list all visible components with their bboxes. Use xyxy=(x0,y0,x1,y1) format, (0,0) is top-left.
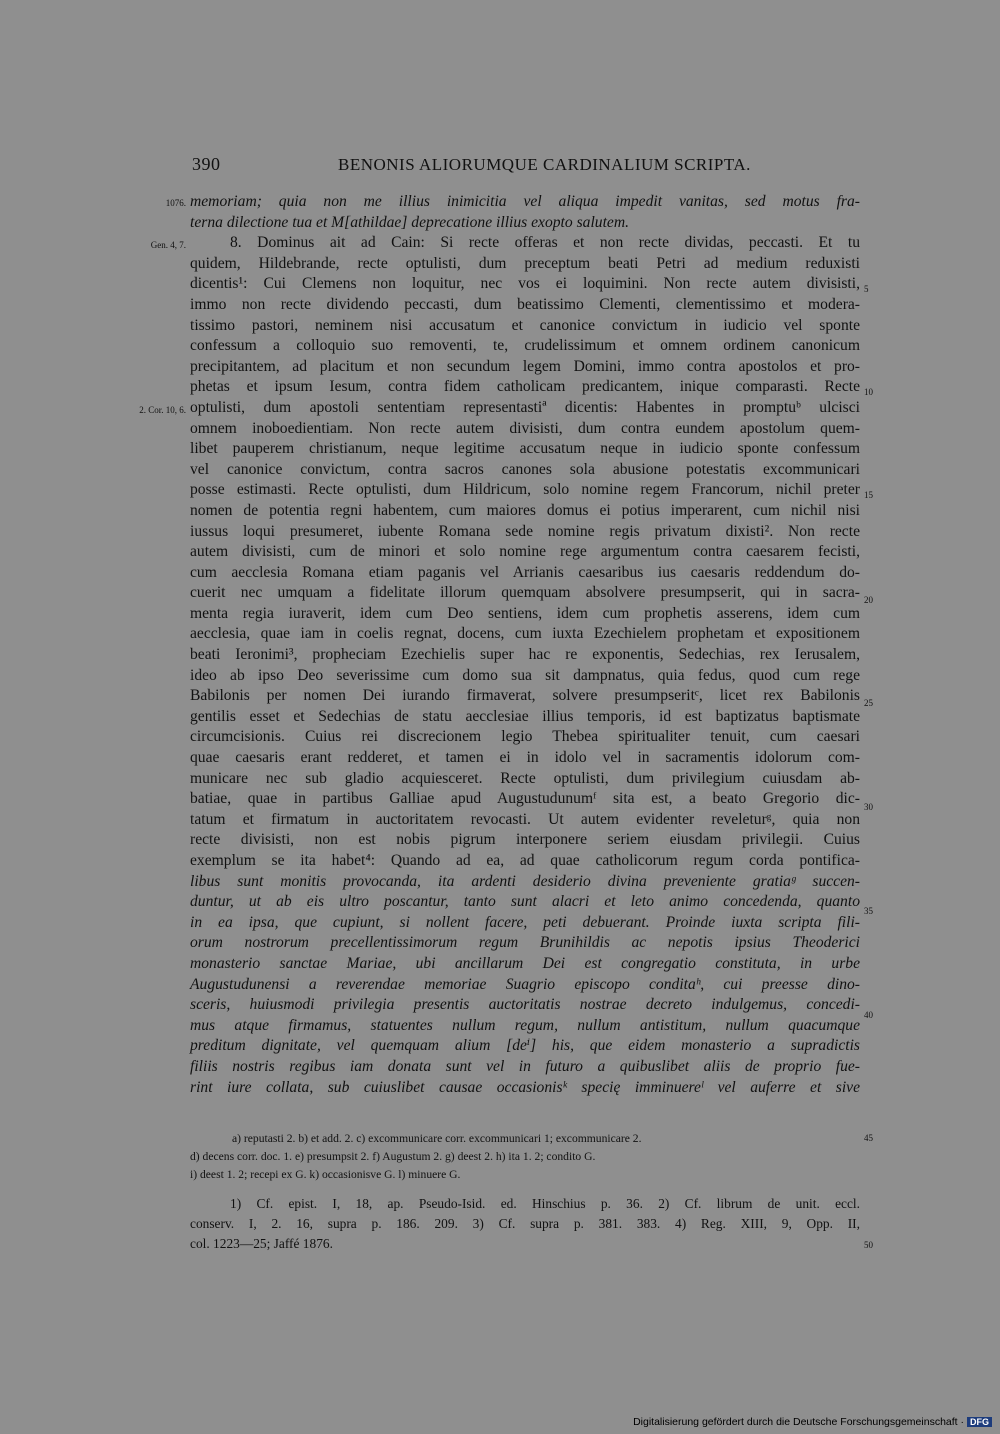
line-number: 35 xyxy=(864,906,873,916)
text-line: recte divisisti, non est nobis pigrum interponere seriem eiusdam privilegii. Cuius xyxy=(190,831,860,849)
text-line: preditum dignitate, vel quemquam alium [deⁱ] his, que eidem monasterio a supradictis xyxy=(190,1037,860,1055)
text-line: nomen de potentia regni habentem, cum maiores domus ei potius imperarent, cum nichil nisi xyxy=(190,501,860,519)
footnote-line: conserv. I, 2. 16, supra p. 186. 209. 3) Cf. supra p. 381. 383. 4) Reg. XIII, 9, Opp. II, xyxy=(190,1216,860,1231)
running-title: BENONIS ALIORUMQUE CARDINALIUM SCRIPTA. xyxy=(338,155,751,174)
line-number: 30 xyxy=(864,802,873,812)
text-line: posse estimasti. Recte optulisti, dum Hildricum, solo nomine regem Francorum, nichil preter xyxy=(190,481,860,499)
text-line: quae caesaris erant redderet, et tamen ei in idolo vel in sacramentis idolorum com- xyxy=(190,749,860,767)
text-line: rint iure collata, sub cuiuslibet causae occasionisᵏ specię imminuereˡ vel auferre et sive xyxy=(190,1078,860,1096)
margin-note-corinthians: 2. Cor. 10, 6. xyxy=(139,405,186,415)
text-line: precipitantem, ad placitum et non secundum legem Domini, immo contra apostolos et pro- xyxy=(190,357,860,375)
text-line: omnem inoboedientiam. Non recte autem divisisti, dum contra eundem apostolum quem- xyxy=(190,419,860,437)
text-line: cum aecclesia Romana etiam paganis vel Arrianis caesaribus ius caesaris reddendum do- xyxy=(190,563,860,581)
text-line: optulisti, dum apostoli sententiam representastiª dicentis: Habentes in promptuᵇ ulcisci xyxy=(190,398,860,416)
funding-text: Digitalisierung gefördert durch die Deutsche Forschungsgemeinschaft · xyxy=(633,1416,964,1428)
text-line: tatum et firmatum in auctoritatem revocasti. Ut autem evidenter reveleturᵍ, quia non xyxy=(190,810,860,828)
text-line: autem divisisti, cum de minori et solo nomine rege argumentum contra caesarem fecisti, xyxy=(190,543,860,561)
line-number: 40 xyxy=(864,1010,873,1020)
text-line: libus sunt monitis provocanda, ita ardenti desiderio divina preveniente gratiaᵍ succen- xyxy=(190,872,860,890)
text-line: immo non recte dividendo peccasti, dum beatissimo Clementi, clementissimo et modera- xyxy=(190,295,860,313)
text-line: beati Ieronimi³, propheciam Ezechielis super hac re exponentis, Sedechias, rex Ierusalem, xyxy=(190,646,860,664)
text-line: iussus loqui presumeret, iubente Romana sede nomine regis privatum dixisti². Non recte xyxy=(190,522,860,540)
line-number: 5 xyxy=(864,284,869,294)
text-line: tissimo pastori, neminem nisi accusatum et canonice convictum in iudicio vel sponte xyxy=(190,316,860,334)
line-number: 20 xyxy=(864,595,873,605)
text-line: menta regia iuraverit, idem cum Deo sentiens, idem cum prophetis asserens, idem cum xyxy=(190,604,860,622)
text-line: ideo ab ipso Deo severissime cum domo sua sit dampnatus, quia fedus, quod cum rege xyxy=(190,666,860,684)
line-number: 50 xyxy=(864,1240,873,1250)
text-line: exemplum se ita habet⁴: Quando ad ea, ad quae catholicorum regum corda pontifica- xyxy=(190,852,860,869)
text-line: libet pauperem christianum, neque legitime accusatum neque in iudicio sponte confessum xyxy=(190,440,860,458)
text-line: memoriam; quia non me illius inimicitia vel aliqua impedit vanitas, sed motus fra- xyxy=(190,193,860,210)
main-text xyxy=(190,192,860,1098)
line-number: 10 xyxy=(864,387,873,397)
footnotes xyxy=(190,1194,860,1254)
text-line: Babilonis per nomen Dei iurando firmaverat, solvere presumpseritᶜ, licet rex Babilonis xyxy=(190,687,860,705)
margin-note-genesis: Gen. 4, 7. xyxy=(150,240,186,250)
text-line: 8. Dominus ait ad Cain: Si recte offeras et non recte dividas, peccasti. Et tu xyxy=(230,234,860,252)
line-number: 45 xyxy=(864,1133,873,1143)
text-line: orum nostrorum precellentissimorum regum Brunihildis ac nepotis ipsius Theoderici xyxy=(190,934,860,952)
text-line: phetas et ipsum Iesum, contra fidem catholicam predicantem, inique comparasti. Recte xyxy=(190,378,860,396)
text-line: quidem, Hildebrande, recte optulisti, dum preceptum beati Petri ad medium reduxisti xyxy=(190,254,860,272)
text-line: aecclesia, quae iam in coelis regnat, docens, cum iuxta Ezechielem prophetam et expositionem xyxy=(190,625,860,643)
text-line: municare nec sub gladio acquiesceret. Recte optulisti, dum privilegium cuiusdam ab- xyxy=(190,769,860,787)
line-number: 15 xyxy=(864,490,873,500)
critical-apparatus xyxy=(190,1130,878,1184)
text-line: cuerit nec umquam a fidelitate illorum quemquam absolvere presumpserit, qui in sacra- xyxy=(190,584,860,602)
funding-footer xyxy=(633,1416,992,1428)
text-line: confessum a colloquio suo removenti, te, crudelissimum et omnem ordinem canonicum xyxy=(190,337,860,355)
text-line: filiis nostris regibus iam donata sunt vel in futuro a quibuslibet aliis de proprio fue- xyxy=(190,1057,860,1075)
page-number: 390 xyxy=(192,154,221,174)
apparatus-line: a) reputasti 2. b) et add. 2. c) excommunicare corr. excommunicari 1; excommunicare 2. xyxy=(232,1132,642,1145)
footnote-line: 1) Cf. epist. I, 18, ap. Pseudo-Isid. ed. Hinschius p. 36. 2) Cf. librum de unit. eccl. xyxy=(230,1196,860,1211)
apparatus-line: i) deest 1. 2; recepi ex G. k) occasionisve G. l) minuere G. xyxy=(190,1168,461,1181)
text-line: gentilis esset et Sedechias de statu aecclesiae illius temporis, id est baptizatus baptismate xyxy=(190,707,860,725)
text-line: circumcisionis. Cuius rei discrecionem legio Thebea spiritualiter tenuit, cum caesari xyxy=(190,728,860,746)
text-line: mus atque firmamus, statuentes nullum regum, nullum antistitum, nullum quacumque xyxy=(190,1016,860,1034)
text-line: monasterio sanctae Mariae, ubi ancillarum Dei est congregatio constituta, in urbe xyxy=(190,954,860,972)
text-line: in ea ipsa, que cupiunt, si nollent facere, peti debuerant. Proinde iuxta scripta fili- xyxy=(190,913,860,931)
footnote-line: col. 1223—25; Jaffé 1876. xyxy=(190,1236,333,1251)
line-number: 25 xyxy=(864,698,873,708)
dfg-logo: DFG xyxy=(967,1417,992,1427)
apparatus-line: d) decens corr. doc. 1. e) presumpsit 2. f) Augustum 2. g) deest 2. h) ita 1. 2; condito G. xyxy=(190,1150,596,1163)
text-line: duntur, ut ab eis ultro poscantur, tanto sunt alacri et leto animo concedenda, quanto xyxy=(190,893,860,911)
text-line: dicentis¹: Cui Clemens non loquitur, nec vos ei loquimini. Non recte autem divisisti, xyxy=(190,275,860,293)
margin-note-year: 1076. xyxy=(165,198,186,208)
text-line: terna dilectione tua et M[athildae] deprecatione illius exopto salutem. xyxy=(190,213,629,231)
text-line: batiae, quae in partibus Galliae apud Augustudunumᶠ sita est, a beato Gregorio dic- xyxy=(190,790,860,808)
text-line: Augustudunensi a reverendae memoriae Suagrio episcopo conditaʰ, cui preesse dino- xyxy=(190,975,860,993)
text-line: sceris, huiusmodi privilegia presentis auctoritatis nostrae decreto indulgemus, concedi- xyxy=(190,996,860,1014)
text-line: vel canonice convictum, contra sacros canones sola abusione potestatis excommunicari xyxy=(190,460,860,478)
